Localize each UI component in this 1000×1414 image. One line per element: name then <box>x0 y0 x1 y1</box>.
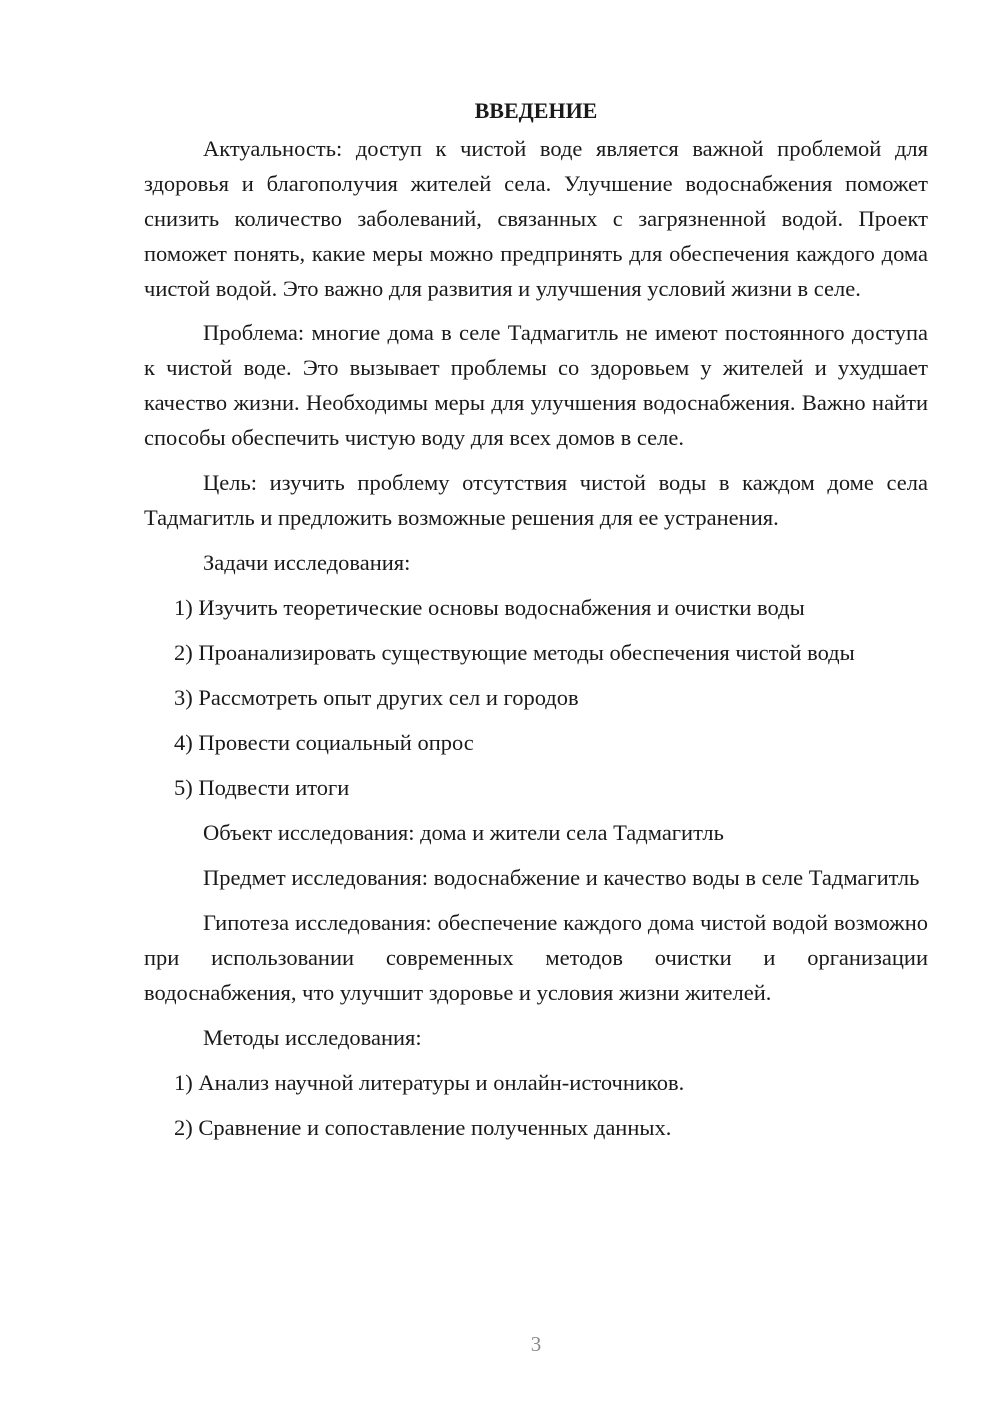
object-paragraph: Объект исследования: дома и жители села Тадмагитль <box>203 820 724 845</box>
task-item: 1) Изучить теоретические основы водоснабжения и очистки воды <box>174 595 805 620</box>
page-number: 3 <box>530 1332 542 1356</box>
method-item: 1) Анализ научной литературы и онлайн-источников. <box>174 1070 685 1095</box>
methods-heading: Методы исследования: <box>203 1025 422 1050</box>
task-item: 2) Проанализировать существующие методы обеспечения чистой воды <box>174 640 855 665</box>
method-item: 2) Сравнение и сопоставление полученных данных. <box>174 1115 672 1140</box>
document-page <box>144 95 928 1155</box>
task-item: 5) Подвести итоги <box>174 775 350 800</box>
tasks-heading: Задачи исследования: <box>203 550 411 575</box>
section-title: ВВЕДЕНИЕ <box>474 98 598 123</box>
goal-paragraph: Цель: изучить проблему отсутствия чистой воды в каждом доме села Тадмагитль и предложить возможные решения для ее устранения. <box>144 470 928 530</box>
task-item: 4) Провести социальный опрос <box>174 730 474 755</box>
hypothesis-paragraph: Гипотеза исследования: обеспечение каждого дома чистой водой возможно при использовании современных методов очистки и организации водоснабжения, что улучшит здоровье и условия жизни жителей. <box>144 910 928 1005</box>
subject-paragraph: Предмет исследования: водоснабжение и качество воды в селе Тадмагитль <box>203 865 920 890</box>
task-item: 3) Рассмотреть опыт других сел и городов <box>174 685 579 710</box>
methods-list <box>144 1065 928 1145</box>
tasks-list <box>144 590 928 805</box>
relevance-paragraph: Актуальность: доступ к чистой воде является важной проблемой для здоровья и благополучия жителей села. Улучшение водоснабжения поможет снизить количество заболеваний, связанных с загрязненной водой. Проект поможет понять, какие меры можно предпринять для обеспечения каждого дома чистой водой. Это важно для развития и улучшения условий жизни в селе. <box>144 136 928 301</box>
problem-paragraph: Проблема: многие дома в селе Тадмагитль не имеют постоянного доступа к чистой воде. Это вызывает проблемы со здоровьем у жителей и ухудшает качество жизни. Необходимы меры для улучшения водоснабжения. Важно найти способы обеспечить чистую воду для всех домов в селе. <box>144 320 928 450</box>
